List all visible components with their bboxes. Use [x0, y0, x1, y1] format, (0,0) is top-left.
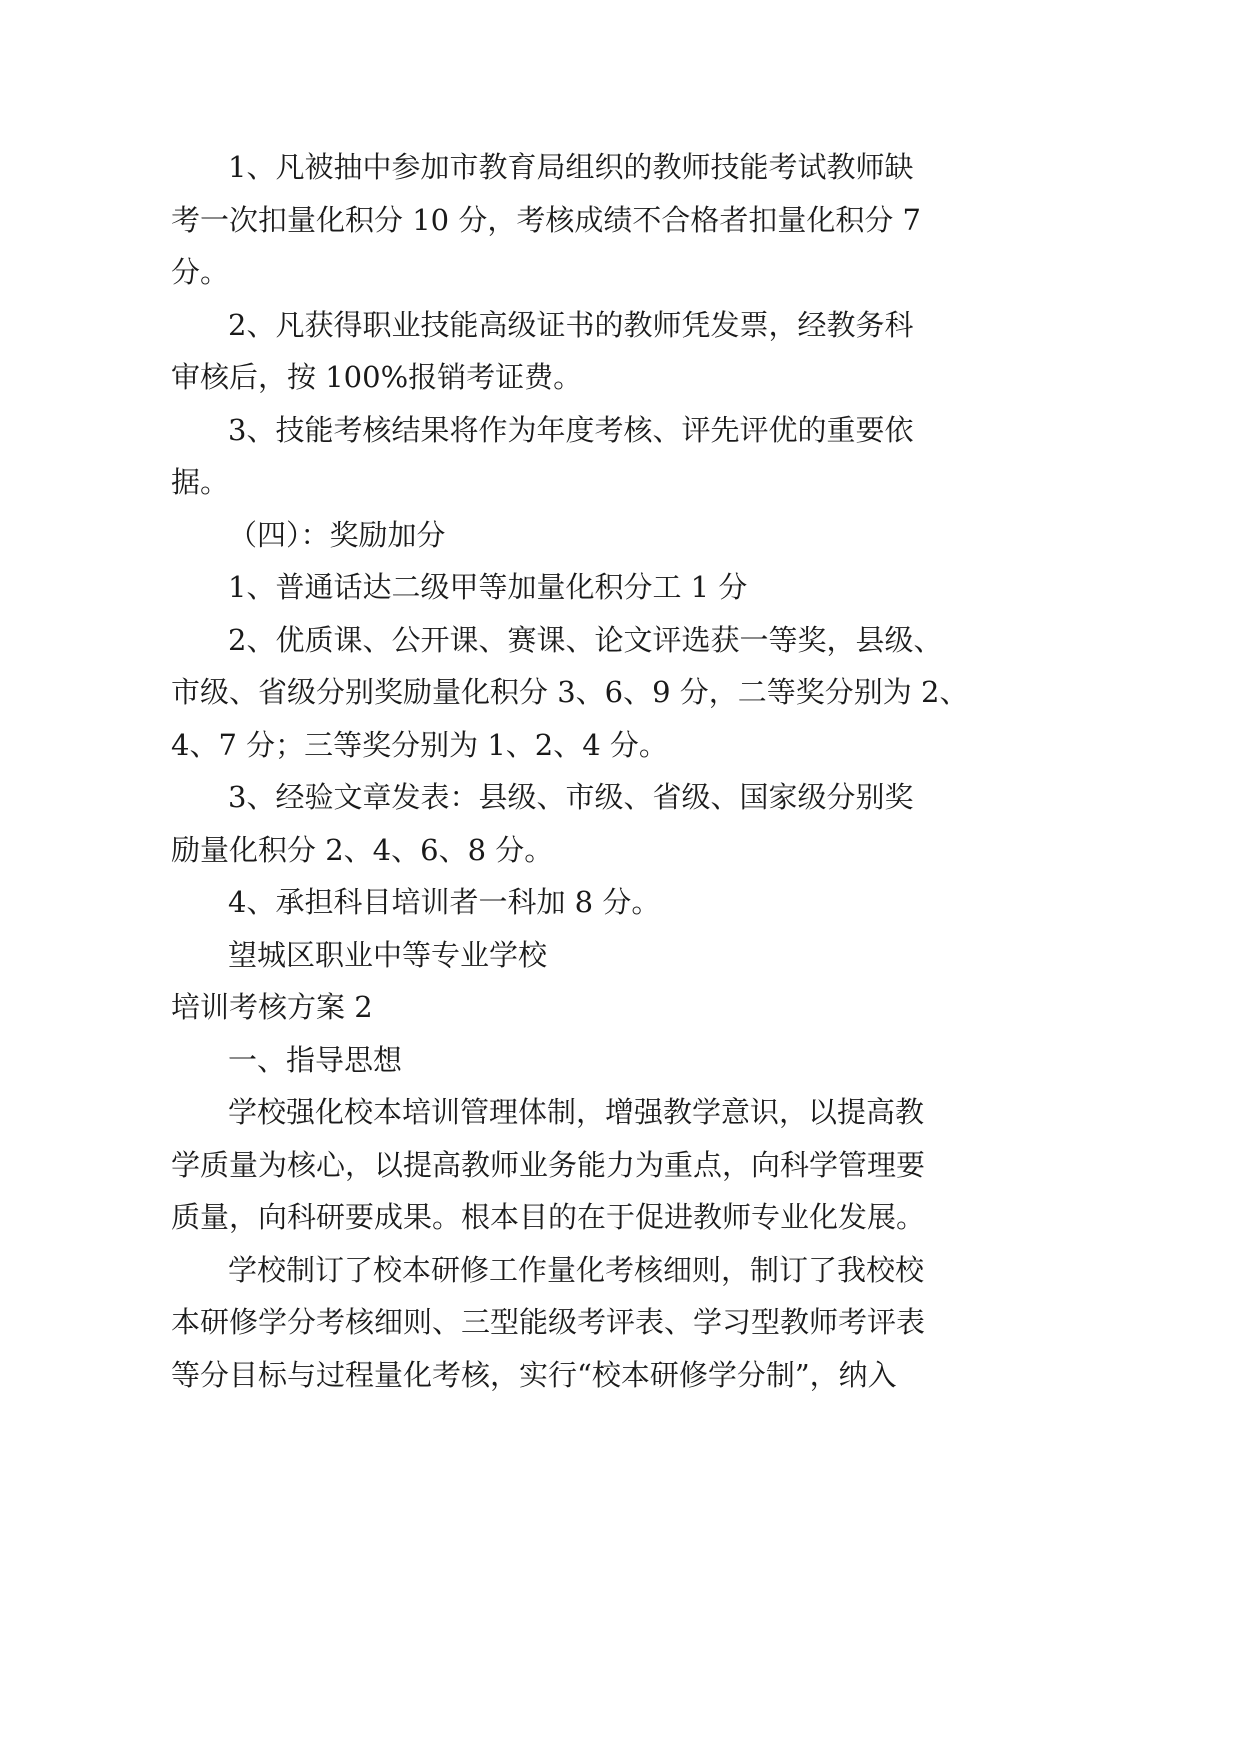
text-line: 2、优质课、公开课、赛课、论文评选获一等奖，县级、 — [228, 623, 943, 657]
text-line: 学质量为核心，以提高教师业务能力为重点，向科学管理要 — [171, 1148, 926, 1182]
text-line: 分。 — [171, 255, 230, 289]
text-line: 2、凡获得职业技能高级证书的教师凭发票，经教务科 — [228, 308, 914, 342]
text-line: 据。 — [171, 465, 230, 499]
section-heading: 一、指导思想 — [228, 1043, 403, 1077]
text-line: 考一次扣量化积分 10 分，考核成绩不合格者扣量化积分 7 — [171, 203, 922, 237]
text-line: 3、经验文章发表：县级、市级、省级、国家级分别奖 — [228, 780, 914, 814]
text-line: 等分目标与过程量化考核，实行“校本研修学分制”，纳入 — [171, 1358, 897, 1392]
text-line: 励量化积分 2、4、6、8 分。 — [171, 833, 554, 867]
text-line: 审核后，按 100%报销考证费。 — [171, 360, 583, 394]
text-line: 质量，向科研要成果。根本目的在于促进教师专业化发展。 — [171, 1200, 926, 1234]
school-name: 望城区职业中等专业学校 — [228, 938, 548, 972]
text-line: 学校强化校本培训管理体制，增强教学意识，以提高教 — [228, 1095, 925, 1129]
text-line: 3、技能考核结果将作为年度考核、评先评优的重要依 — [228, 413, 914, 447]
text-line: 4、承担科目培训者一科加 8 分。 — [228, 885, 661, 919]
text-line: 本研修学分考核细则、三型能级考评表、学习型教师考评表 — [171, 1305, 926, 1339]
text-line: 学校制订了校本研修工作量化考核细则，制订了我校校 — [228, 1253, 925, 1287]
section-heading: （四）：奖励加分 — [228, 518, 446, 552]
text-line: 4、7 分；三等奖分别为 1、2、4 分。 — [171, 728, 668, 762]
text-line: 1、普通话达二级甲等加量化积分工 1 分 — [228, 570, 748, 604]
document-title: 培训考核方案 2 — [171, 990, 373, 1024]
text-line: 市级、省级分别奖励量化积分 3、6、9 分，二等奖分别为 2、 — [171, 675, 969, 709]
text-line: 1、凡被抽中参加市教育局组织的教师技能考试教师缺 — [228, 150, 914, 184]
